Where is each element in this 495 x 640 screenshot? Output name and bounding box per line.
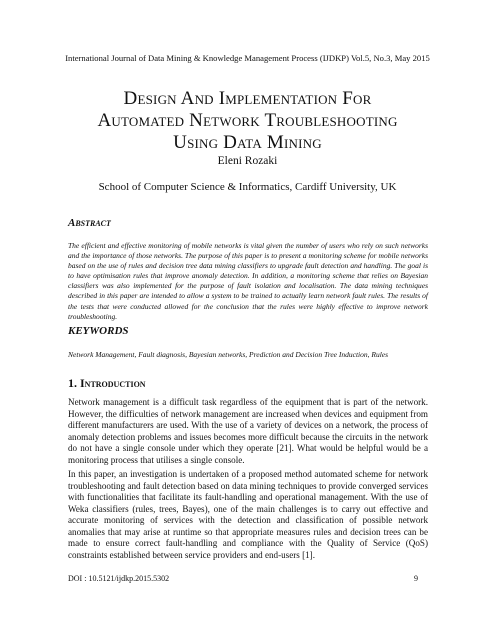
abstract-text: The efficient and effective monitoring of mobile networks is vital given the number of users who rely on such networks and the importance of those networks. The purpose of this paper is to present a monitoring scheme for mobile networks based on the use of rules and decision tree data mining classifiers to upgrade fault detection and handling. The goal is to have optimisation rules that improve anomaly detection. In addition, a monitoring scheme that relies on Bayesian classifiers was also implemented for the purpose of fault isolation and localisation. The data mining techniques described in this paper are intended to allow a system to be trained to actually learn network fault rules. The results of the tests that were conducted allowed for the conclusion that the rules were highly effective to improve network troubleshooting. bbox=[68, 241, 428, 321]
body-paragraph: In this paper, an investigation is undertaken of a proposed method automated scheme for network troubleshooting and fault detection based on data mining techniques to provide converged services with functionalities that facilitate its fault-handling and operational management. With the use of Weka classifiers (rules, trees, Bayes), one of the main challenges is to carry out effective and accurate monitoring of services with the detection and classification of possible network anomalies that may arise at runtime so that appropriate measures rules and decision trees can be made to ensure correct fault-handling and compliance with the Quality of Service (QoS) constraints established between service providers and end-users [1]. bbox=[68, 469, 428, 560]
section-heading-introduction bbox=[68, 376, 146, 391]
author-name: Eleni Rozaki bbox=[217, 155, 278, 167]
abstract-heading: Abstract bbox=[68, 217, 111, 229]
section-title: Introduction bbox=[80, 376, 146, 390]
title-line: Automated Network Troubleshooting bbox=[97, 110, 398, 131]
section-number: 1. bbox=[68, 376, 77, 390]
body-paragraph: Network management is a difficult task regardless of the equipment that is part of the network. However, the difficulties of network management are increased when devices and equipment from different manufacturers are used. With the use of a variety of devices on a network, the process of anomaly detection problems and issues becomes more difficult because the circuits in the network do not have a single console under which they operate [21]. What would be helpful would be a monitoring process that utilises a single console. bbox=[68, 397, 428, 465]
keywords-heading: KEYWORDS bbox=[68, 325, 129, 337]
footer-doi: DOI : 10.5121/ijdkp.2015.5302 bbox=[68, 574, 170, 583]
author-affiliation: School of Computer Science & Informatics, Cardiff University, UK bbox=[98, 181, 397, 193]
journal-header: International Journal of Data Mining & Knowledge Management Process (IJDKP) Vol.5, No.3, May 2015 bbox=[65, 53, 430, 63]
paper-title bbox=[40, 88, 455, 154]
title-line: Design And Implementation For bbox=[123, 88, 372, 109]
keywords-text: Network Management, Fault diagnosis, Bayesian networks, Prediction and Decision Tree Induction, Rules bbox=[68, 350, 389, 359]
page-number: 9 bbox=[414, 574, 418, 583]
title-line: Using Data Mining bbox=[173, 132, 322, 153]
